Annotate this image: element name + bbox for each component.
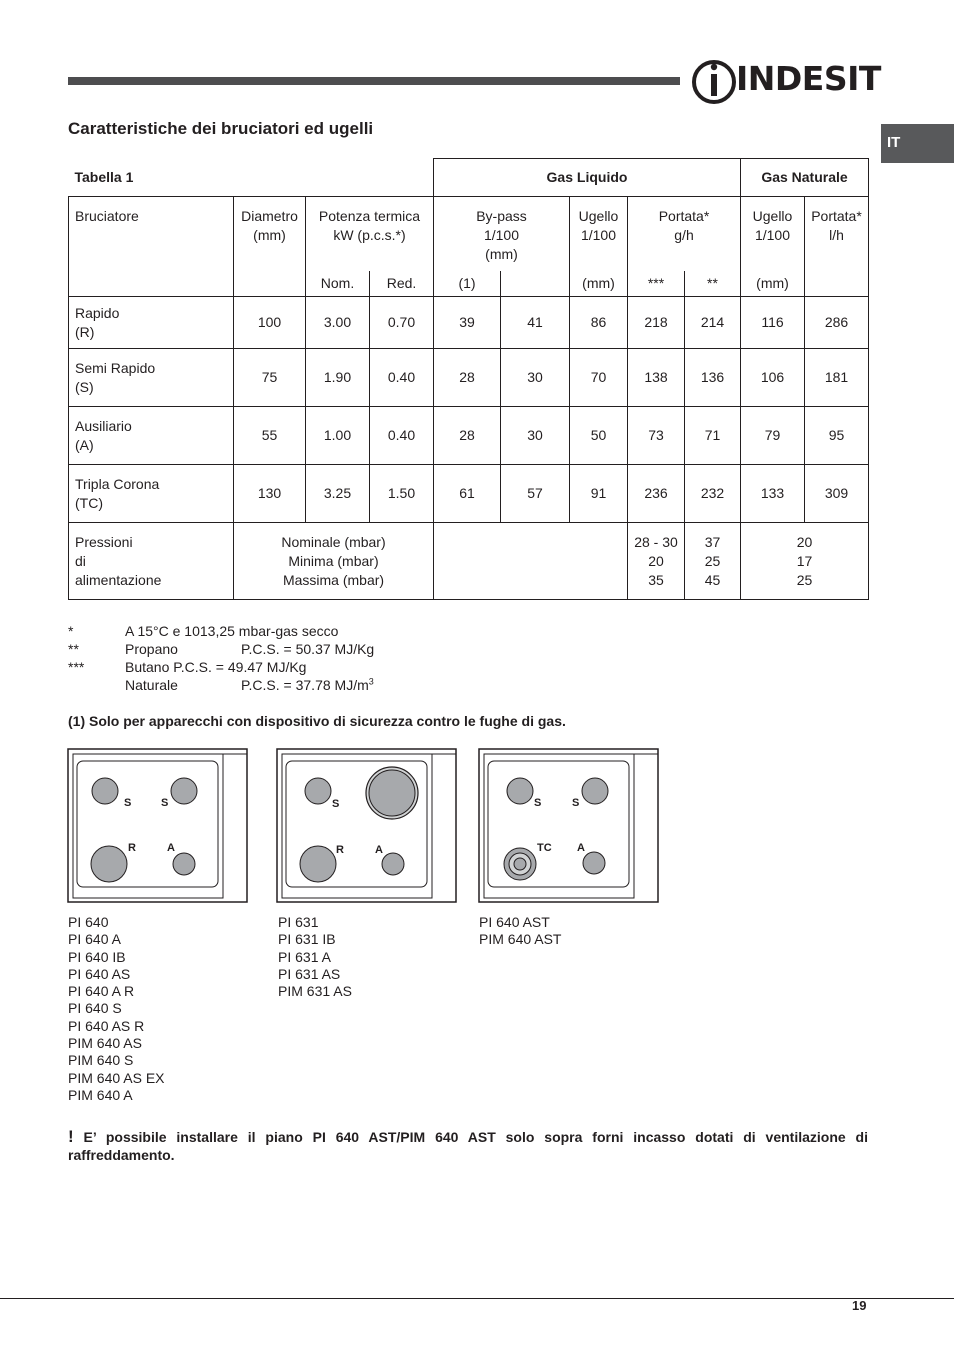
- cell-bypass1: 61: [434, 465, 501, 523]
- hob-frame: [68, 749, 247, 902]
- list-item: PI 640 A: [68, 931, 121, 948]
- cell-nozzle-natural: 79: [741, 407, 805, 465]
- header-flow-liquid: Portata* g/h: [628, 197, 741, 271]
- cell-bypass1: 39: [434, 297, 501, 349]
- header-nozzle-liquid-unit: (mm): [570, 271, 628, 297]
- header-flow-propane: **: [685, 271, 741, 297]
- cell-red: 0.40: [370, 407, 434, 465]
- burner-name: Tripla Corona (TC): [69, 465, 234, 523]
- list-item: PI 631 IB: [278, 931, 336, 948]
- hob-frame: [277, 749, 456, 902]
- model-list-pi631: [278, 914, 352, 1000]
- cell-nozzle-natural: 106: [741, 349, 805, 407]
- list-item: PI 640 IB: [68, 948, 126, 965]
- cell-flow-natural: 95: [805, 407, 869, 465]
- header-rule: [68, 77, 680, 85]
- indesit-i-logo-icon: [692, 55, 736, 109]
- cell-nozzle: 50: [570, 407, 628, 465]
- hob-diagram-pi640ast: [478, 748, 660, 904]
- pressure-types: Nominale (mbar) Minima (mbar) Massima (mbar): [234, 523, 434, 600]
- cell-diameter: 100: [234, 297, 306, 349]
- cell-flow-butane: 138: [628, 349, 685, 407]
- burner-r: [300, 846, 336, 882]
- cell-diameter: 55: [234, 407, 306, 465]
- cell-nozzle: 70: [570, 349, 628, 407]
- cell-nozzle: 86: [570, 297, 628, 349]
- burner-label: S: [534, 797, 542, 809]
- list-item: PI 640 S: [68, 1000, 122, 1017]
- footnote-value: [241, 676, 374, 694]
- burner-label: S: [572, 797, 580, 809]
- list-item: PIM 640 AS: [68, 1035, 142, 1052]
- burner-s: [92, 778, 118, 804]
- header-bypass: By-pass 1/100 (mm): [434, 197, 570, 271]
- table-row: [69, 465, 869, 523]
- footnote-gas-name: Propano: [125, 641, 178, 657]
- list-item: PIM 640 AS EX: [68, 1069, 165, 1086]
- header-nom: Nom.: [306, 271, 370, 297]
- footnote-gas-name: Naturale: [125, 677, 178, 693]
- cell-flow-butane: 73: [628, 407, 685, 465]
- hob-diagram-pi640: [67, 748, 249, 904]
- footnote-text: Butano P.C.S. = 49.47 MJ/Kg: [125, 659, 307, 675]
- cell-flow-propane: 232: [685, 465, 741, 523]
- burner-s: [171, 778, 197, 804]
- language-tab: IT: [881, 124, 954, 163]
- cell-red: 0.40: [370, 349, 434, 407]
- cell-diameter: 130: [234, 465, 306, 523]
- list-item: PI 640 AS R: [68, 1017, 145, 1034]
- hob-frame: [479, 749, 658, 902]
- cell-flow-natural: 286: [805, 297, 869, 349]
- hob-diagram-pi631: [276, 748, 458, 904]
- burner-r: [91, 846, 127, 882]
- burner-tc-core: [514, 858, 526, 870]
- cell-flow-natural: 181: [805, 349, 869, 407]
- list-item: PI 640 AS: [68, 965, 131, 982]
- burner-label: R: [128, 842, 136, 854]
- list-item: PIM 640 A: [68, 1086, 133, 1103]
- pressure-blank: [434, 523, 628, 600]
- footnote-value: P.C.S. = 50.37 MJ/Kg: [241, 641, 375, 657]
- header-burner: Bruciatore: [69, 197, 234, 297]
- header-flow-butane: ***: [628, 271, 685, 297]
- list-item: PI 631 AS: [278, 965, 341, 982]
- cell-flow-propane: 136: [685, 349, 741, 407]
- cell-red: 0.70: [370, 297, 434, 349]
- brand-logo: [692, 55, 881, 109]
- footnote-symbol: **: [68, 641, 79, 657]
- cell-flow-natural: 309: [805, 465, 869, 523]
- burner-s: [582, 778, 608, 804]
- burner-s: [507, 778, 533, 804]
- brand-name: INDESIT: [736, 59, 881, 98]
- warning-text: E’ possibile installare il piano PI 640 AST/PIM 640 AST solo sopra forni incasso dotati di ventilazione di raffreddamento.: [68, 1129, 868, 1163]
- header-thermal-power: Potenza termica kW (p.c.s.*): [306, 197, 434, 271]
- footnote-value-text: P.C.S. = 37.78 MJ/m: [241, 677, 369, 693]
- cell-red: 1.50: [370, 465, 434, 523]
- header-flow-natural: Portata* l/h: [805, 197, 869, 297]
- list-item: PIM 631 AS: [278, 983, 352, 1000]
- cell-flow-propane: 214: [685, 297, 741, 349]
- header-nozzle-natural-unit: (mm): [741, 271, 805, 297]
- cell-bypass2: 30: [501, 407, 570, 465]
- group-liquid-gas: Gas Liquido: [434, 159, 741, 197]
- model-list-pi640ast: [479, 914, 561, 949]
- cell-diameter: 75: [234, 349, 306, 407]
- burner-name: Ausiliario (A): [69, 407, 234, 465]
- header-red: Red.: [370, 271, 434, 297]
- pressure-row: [69, 523, 869, 600]
- burner-name: Semi Rapido (S): [69, 349, 234, 407]
- pressure-label: Pressioni di alimentazione: [69, 523, 234, 600]
- cell-nom: 1.00: [306, 407, 370, 465]
- table-row: [69, 297, 869, 349]
- cell-nozzle: 91: [570, 465, 628, 523]
- burner-spec-table: [68, 158, 869, 600]
- cell-nom: 3.25: [306, 465, 370, 523]
- installation-warning: [68, 1128, 868, 1164]
- warning-icon: !: [68, 1127, 74, 1146]
- burner-s: [305, 778, 331, 804]
- model-list-pi640: [68, 914, 165, 1104]
- pressure-natural: 20 17 25: [741, 523, 869, 600]
- cell-nom: 1.90: [306, 349, 370, 407]
- burner-label: A: [577, 842, 585, 854]
- page-number: 19: [852, 1298, 867, 1313]
- cell-bypass1: 28: [434, 349, 501, 407]
- group-natural-gas: Gas Naturale: [741, 159, 869, 197]
- cell-flow-butane: 218: [628, 297, 685, 349]
- cell-bypass1: 28: [434, 407, 501, 465]
- list-item: PI 640: [68, 914, 109, 930]
- footnote-text: A 15°C e 1013,25 mbar-gas secco: [125, 623, 339, 639]
- burner-label: TC: [537, 842, 552, 854]
- burner-label: R: [336, 844, 344, 856]
- pressure-butane: 28 - 30 20 35: [628, 523, 685, 600]
- cell-bypass2: 41: [501, 297, 570, 349]
- table-row: [69, 349, 869, 407]
- safety-note: (1) Solo per apparecchi con dispositivo di sicurezza contro le fughe di gas.: [68, 713, 566, 729]
- cell-nozzle-natural: 116: [741, 297, 805, 349]
- cell-nom: 3.00: [306, 297, 370, 349]
- footnote-symbol: ***: [68, 659, 85, 675]
- page-title: Caratteristiche dei bruciatori ed ugelli: [68, 119, 374, 138]
- burner-label: A: [375, 844, 383, 856]
- burner-a: [173, 853, 195, 875]
- footnote-superscript: 3: [368, 676, 374, 687]
- burner-label: A: [167, 842, 175, 854]
- cell-bypass2: 30: [501, 349, 570, 407]
- cell-nozzle-natural: 133: [741, 465, 805, 523]
- cell-flow-butane: 236: [628, 465, 685, 523]
- burner-label: S: [332, 798, 340, 810]
- burner-label: S: [124, 797, 132, 809]
- list-item: PIM 640 S: [68, 1052, 134, 1069]
- table-label: Tabella 1: [69, 159, 434, 197]
- header-nozzle-liquid: Ugello 1/100: [570, 197, 628, 271]
- header-bypass-blank: [501, 271, 570, 297]
- burner-name: Rapido (R): [69, 297, 234, 349]
- pressure-propane: 37 25 45: [685, 523, 741, 600]
- list-item: PIM 640 AST: [479, 931, 562, 948]
- list-item: PI 631: [278, 914, 319, 930]
- table-row: [69, 407, 869, 465]
- cell-bypass2: 57: [501, 465, 570, 523]
- header-nozzle-natural: Ugello 1/100: [741, 197, 805, 271]
- list-item: PI 640 A R: [68, 983, 135, 1000]
- burner-label: S: [161, 797, 169, 809]
- list-item: PI 640 AST: [479, 914, 550, 930]
- list-item: PI 631 A: [278, 948, 331, 965]
- burner-a: [382, 853, 404, 875]
- header-diameter: Diametro (mm): [234, 197, 306, 297]
- burner-plate-inner: [369, 770, 415, 816]
- header-bypass-note: (1): [434, 271, 501, 297]
- footer-rule: [0, 1298, 954, 1299]
- burner-a: [583, 852, 605, 874]
- footnote-symbol: *: [68, 623, 74, 639]
- cell-flow-propane: 71: [685, 407, 741, 465]
